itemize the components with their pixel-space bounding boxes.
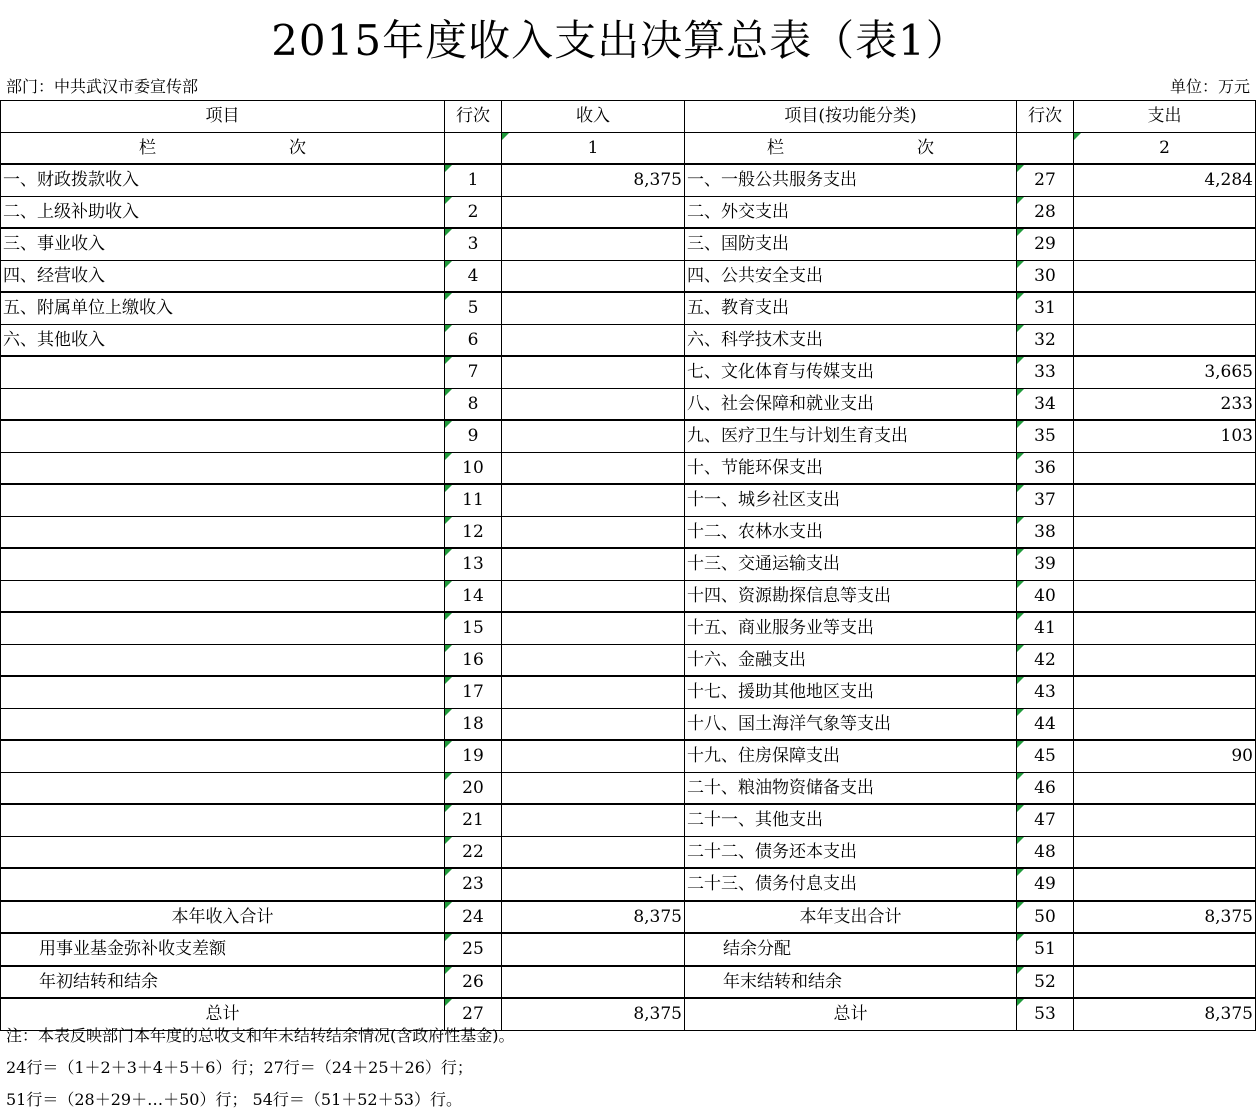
expense-item-cell: 二十、粮油物资储备支出	[685, 772, 1017, 804]
table-row	[1, 804, 1256, 836]
table-row	[1, 580, 1256, 612]
expense-value-cell	[1074, 933, 1256, 966]
expense-value-cell	[1074, 644, 1256, 676]
income-item-cell: 五、附属单位上缴收入	[1, 292, 445, 324]
income-row-no-cell: 3	[445, 228, 502, 260]
income-item-cell	[1, 516, 445, 548]
income-row-no-cell: 7	[445, 356, 502, 388]
expense-value-cell	[1074, 612, 1256, 644]
table-row	[1, 484, 1256, 516]
expense-value-cell: 233	[1074, 388, 1256, 420]
income-item-cell	[1, 836, 445, 868]
expense-row-no-cell: 42	[1017, 644, 1074, 676]
lanci-right	[685, 132, 1017, 164]
table-row	[1, 388, 1256, 420]
expense-row-no-cell: 29	[1017, 228, 1074, 260]
income-value-cell	[502, 356, 685, 388]
expense-item-cell: 十、节能环保支出	[685, 452, 1017, 484]
expense-item-cell: 八、社会保障和就业支出	[685, 388, 1017, 420]
income-value-cell	[502, 676, 685, 708]
expense-row-no-cell: 53	[1017, 998, 1074, 1030]
table-row	[1, 516, 1256, 548]
income-row-no-cell: 6	[445, 324, 502, 356]
blank-cell	[1017, 132, 1074, 164]
expense-item-cell: 二、外交支出	[685, 196, 1017, 228]
income-item-cell	[1, 868, 445, 901]
income-row-no-cell: 13	[445, 548, 502, 580]
income-item-cell: 三、事业收入	[1, 228, 445, 260]
expense-item-cell: 六、科学技术支出	[685, 324, 1017, 356]
income-row-no-cell: 20	[445, 772, 502, 804]
expense-value-cell: 8,375	[1074, 901, 1256, 934]
report-title: 2015年度收入支出决算总表（表1）	[271, 16, 969, 65]
header-row-no: 行次	[445, 101, 502, 133]
expense-item-cell: 本年支出合计	[685, 901, 1017, 934]
income-item-cell	[1, 676, 445, 708]
expense-value-cell	[1074, 324, 1256, 356]
expense-item-cell: 结余分配	[685, 933, 1017, 966]
income-item-cell	[1, 388, 445, 420]
income-value-cell: 8,375	[502, 164, 685, 196]
income-row-no-cell: 2	[445, 196, 502, 228]
expense-row-no-cell: 38	[1017, 516, 1074, 548]
income-value-cell	[502, 868, 685, 901]
income-value-cell	[502, 452, 685, 484]
income-item-cell	[1, 452, 445, 484]
expense-value-cell	[1074, 772, 1256, 804]
expense-item-cell: 十二、农林水支出	[685, 516, 1017, 548]
table-row	[1, 868, 1256, 901]
expense-row-no-cell: 47	[1017, 804, 1074, 836]
income-value-cell: 8,375	[502, 901, 685, 934]
income-row-no-cell: 25	[445, 933, 502, 966]
expense-item-cell: 二十三、债务付息支出	[685, 868, 1017, 901]
expense-value-cell	[1074, 966, 1256, 999]
expense-item-cell: 三、国防支出	[685, 228, 1017, 260]
expense-row-no-cell: 39	[1017, 548, 1074, 580]
expense-item-cell: 一、一般公共服务支出	[685, 164, 1017, 196]
income-item-cell	[1, 772, 445, 804]
expense-col-index: 2	[1074, 132, 1256, 164]
income-row-no-cell: 4	[445, 260, 502, 292]
table-row	[1, 901, 1256, 934]
income-row-no-cell: 1	[445, 164, 502, 196]
expense-item-cell: 七、文化体育与传媒支出	[685, 356, 1017, 388]
expense-value-cell: 3,665	[1074, 356, 1256, 388]
expense-row-no-cell: 51	[1017, 933, 1074, 966]
expense-row-no-cell: 46	[1017, 772, 1074, 804]
lanci-left	[1, 132, 445, 164]
income-item-cell	[1, 644, 445, 676]
income-item-cell: 一、财政拨款收入	[1, 164, 445, 196]
income-item-cell: 六、其他收入	[1, 324, 445, 356]
expense-item-cell: 十四、资源勘探信息等支出	[685, 580, 1017, 612]
income-value-cell	[502, 228, 685, 260]
expense-row-no-cell: 36	[1017, 452, 1074, 484]
table-row	[1, 196, 1256, 228]
expense-row-no-cell: 40	[1017, 580, 1074, 612]
header-item: 项目	[1, 101, 445, 133]
expense-value-cell	[1074, 708, 1256, 740]
note-line: 24行＝（1＋2＋3＋4＋5＋6）行；27行＝（24＋25＋26）行；	[6, 1058, 473, 1077]
expense-row-no-cell: 28	[1017, 196, 1074, 228]
expense-value-cell: 103	[1074, 420, 1256, 452]
expense-item-cell: 十六、金融支出	[685, 644, 1017, 676]
income-value-cell	[502, 772, 685, 804]
income-row-no-cell: 18	[445, 708, 502, 740]
ci-label: 次	[917, 137, 934, 158]
income-row-no-cell: 11	[445, 484, 502, 516]
income-item-cell: 用事业基金弥补收支差额	[1, 933, 445, 966]
expense-row-no-cell: 34	[1017, 388, 1074, 420]
lan-label: 栏	[767, 137, 784, 158]
expense-item-cell: 十九、住房保障支出	[685, 740, 1017, 772]
expense-row-no-cell: 43	[1017, 676, 1074, 708]
income-value-cell	[502, 388, 685, 420]
income-row-no-cell: 17	[445, 676, 502, 708]
table-row	[1, 356, 1256, 388]
expense-item-cell: 十一、城乡社区支出	[685, 484, 1017, 516]
expense-item-cell: 二十二、债务还本支出	[685, 836, 1017, 868]
income-item-cell	[1, 484, 445, 516]
income-value-cell	[502, 516, 685, 548]
income-value-cell	[502, 708, 685, 740]
header-row-no-2: 行次	[1017, 101, 1074, 133]
income-col-index: 1	[502, 132, 685, 164]
expense-row-no-cell: 37	[1017, 484, 1074, 516]
income-value-cell	[502, 804, 685, 836]
income-value-cell	[502, 548, 685, 580]
table-row	[1, 772, 1256, 804]
income-item-cell: 四、经营收入	[1, 260, 445, 292]
expense-value-cell: 8,375	[1074, 998, 1256, 1030]
income-value-cell	[502, 484, 685, 516]
income-value-cell	[502, 580, 685, 612]
income-row-no-cell: 16	[445, 644, 502, 676]
ci-label: 次	[289, 137, 306, 158]
expense-item-cell: 九、医疗卫生与计划生育支出	[685, 420, 1017, 452]
expense-row-no-cell: 33	[1017, 356, 1074, 388]
expense-row-no-cell: 41	[1017, 612, 1074, 644]
blank-cell	[445, 132, 502, 164]
expense-row-no-cell: 31	[1017, 292, 1074, 324]
income-value-cell	[502, 292, 685, 324]
income-value-cell	[502, 966, 685, 999]
unit-label: 单位：万元	[1169, 77, 1250, 96]
table-row	[1, 292, 1256, 324]
column-index-row	[1, 132, 1256, 164]
income-row-no-cell: 23	[445, 868, 502, 901]
expense-value-cell	[1074, 516, 1256, 548]
table-row	[1, 452, 1256, 484]
income-row-no-cell: 22	[445, 836, 502, 868]
expense-row-no-cell: 44	[1017, 708, 1074, 740]
expense-value-cell	[1074, 548, 1256, 580]
header-income: 收入	[502, 101, 685, 133]
income-item-cell	[1, 580, 445, 612]
income-item-cell	[1, 612, 445, 644]
expense-value-cell	[1074, 484, 1256, 516]
expense-row-no-cell: 49	[1017, 868, 1074, 901]
income-row-no-cell: 19	[445, 740, 502, 772]
expense-value-cell	[1074, 804, 1256, 836]
income-value-cell	[502, 740, 685, 772]
income-row-no-cell: 24	[445, 901, 502, 934]
income-item-cell: 总计	[1, 998, 445, 1030]
budget-table	[0, 100, 1256, 1031]
header-expense: 支出	[1074, 101, 1256, 133]
expense-value-cell	[1074, 196, 1256, 228]
income-row-no-cell: 14	[445, 580, 502, 612]
note-line: 51行＝（28＋29＋…＋50）行； 54行＝（51＋52＋53）行。	[6, 1090, 462, 1109]
expense-value-cell	[1074, 868, 1256, 901]
income-row-no-cell: 15	[445, 612, 502, 644]
expense-value-cell	[1074, 292, 1256, 324]
income-value-cell	[502, 420, 685, 452]
income-value-cell	[502, 612, 685, 644]
expense-value-cell	[1074, 228, 1256, 260]
income-row-no-cell: 26	[445, 966, 502, 999]
expense-row-no-cell: 35	[1017, 420, 1074, 452]
income-value-cell	[502, 933, 685, 966]
expense-item-cell: 总计	[685, 998, 1017, 1030]
expense-row-no-cell: 48	[1017, 836, 1074, 868]
income-item-cell	[1, 708, 445, 740]
expense-item-cell: 年末结转和结余	[685, 966, 1017, 999]
expense-item-cell: 四、公共安全支出	[685, 260, 1017, 292]
income-item-cell: 本年收入合计	[1, 901, 445, 934]
income-value-cell	[502, 324, 685, 356]
expense-value-cell	[1074, 452, 1256, 484]
expense-value-cell	[1074, 676, 1256, 708]
table-row	[1, 228, 1256, 260]
expense-row-no-cell: 45	[1017, 740, 1074, 772]
income-item-cell	[1, 740, 445, 772]
income-row-no-cell: 21	[445, 804, 502, 836]
income-item-cell	[1, 548, 445, 580]
income-row-no-cell: 5	[445, 292, 502, 324]
expense-value-cell	[1074, 580, 1256, 612]
notes	[6, 1020, 515, 1116]
note-line: 注：本表反映部门本年度的总收支和年末结转结余情况(含政府性基金)。	[6, 1026, 515, 1045]
expense-value-cell: 90	[1074, 740, 1256, 772]
expense-item-cell: 二十一、其他支出	[685, 804, 1017, 836]
table-row	[1, 644, 1256, 676]
income-row-no-cell: 10	[445, 452, 502, 484]
expense-row-no-cell: 30	[1017, 260, 1074, 292]
department-label: 部门：中共武汉市委宣传部	[6, 77, 199, 96]
table-row	[1, 324, 1256, 356]
table-row	[1, 548, 1256, 580]
income-item-cell: 二、上级补助收入	[1, 196, 445, 228]
income-row-no-cell: 8	[445, 388, 502, 420]
expense-item-cell: 十七、援助其他地区支出	[685, 676, 1017, 708]
expense-value-cell	[1074, 836, 1256, 868]
table-row	[1, 933, 1256, 966]
table-row	[1, 676, 1256, 708]
income-item-cell	[1, 420, 445, 452]
table-row	[1, 836, 1256, 868]
header-row	[1, 101, 1256, 133]
income-value-cell	[502, 836, 685, 868]
expense-row-no-cell: 32	[1017, 324, 1074, 356]
income-value-cell	[502, 196, 685, 228]
income-row-no-cell: 27	[445, 998, 502, 1030]
income-item-cell	[1, 356, 445, 388]
table-row	[1, 164, 1256, 196]
table-row	[1, 708, 1256, 740]
income-value-cell	[502, 644, 685, 676]
expense-item-cell: 十五、商业服务业等支出	[685, 612, 1017, 644]
expense-row-no-cell: 27	[1017, 164, 1074, 196]
table-row	[1, 966, 1256, 999]
expense-item-cell: 十三、交通运输支出	[685, 548, 1017, 580]
expense-row-no-cell: 52	[1017, 966, 1074, 999]
income-row-no-cell: 9	[445, 420, 502, 452]
table-row	[1, 740, 1256, 772]
income-item-cell	[1, 804, 445, 836]
expense-item-cell: 五、教育支出	[685, 292, 1017, 324]
income-value-cell: 8,375	[502, 998, 685, 1030]
header-func-item: 项目(按功能分类)	[685, 101, 1017, 133]
income-item-cell: 年初结转和结余	[1, 966, 445, 999]
table-row	[1, 260, 1256, 292]
income-row-no-cell: 12	[445, 516, 502, 548]
expense-value-cell: 4,284	[1074, 164, 1256, 196]
table-row	[1, 420, 1256, 452]
expense-value-cell	[1074, 260, 1256, 292]
income-value-cell	[502, 260, 685, 292]
expense-row-no-cell: 50	[1017, 901, 1074, 934]
lan-label: 栏	[139, 137, 156, 158]
expense-item-cell: 十八、国土海洋气象等支出	[685, 708, 1017, 740]
table-row	[1, 612, 1256, 644]
